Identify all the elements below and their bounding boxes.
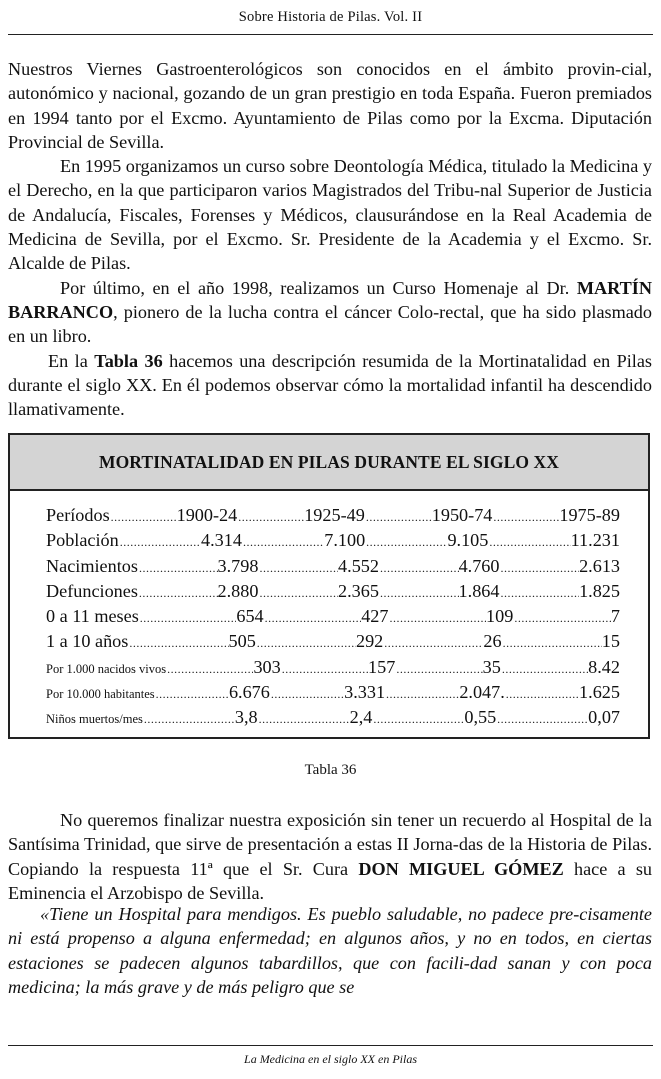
table-reference: Tabla 36 [94,350,163,371]
dot-leader [237,510,304,525]
row-value: 8.42 [588,656,620,677]
row-value: 0,55 [464,707,497,728]
dot-leader [258,712,350,727]
row-label: Nacimientos [46,555,138,576]
paragraph-3-start: Por último, en el año 1998, realizamos un Curso Homenaje al Dr. [60,277,570,298]
row-value: 292 [355,631,384,652]
row-value: 3.331 [344,682,386,703]
paragraph-5-end: hace a su Eminencia el Arzobispo de Sevilla. [8,858,653,903]
name-martin-barranco: MARTÍN BARRANCO [8,277,652,322]
row-value: 2.880 [217,580,259,601]
dot-leader [365,510,432,525]
dot-leader [385,687,459,702]
dot-leader [513,611,611,626]
dot-leader [502,636,602,651]
row-label: Períodos [46,505,110,525]
table-row [46,682,620,707]
dot-leader [242,535,324,550]
row-value: 157 [368,656,396,677]
row-value: 1900-24 [176,505,238,525]
row-value: 11.231 [570,530,620,551]
dot-leader [499,561,579,576]
dot-leader [383,636,483,651]
dot-leader [395,662,482,677]
quotation [8,902,652,1000]
row-value: 3,8 [234,707,258,728]
row-label: Por 10.000 habitantes [46,687,155,702]
paragraph-3-end: , pionero de la lucha contra el cáncer Colo-rectal, que ha sido plasmado en un libro. [8,301,652,347]
table-row [46,657,620,682]
dot-leader [365,535,447,550]
row-value: 4.314 [201,530,242,551]
row-value: 427 [361,606,389,627]
header-rule [8,34,653,35]
dot-leader [379,586,459,601]
dot-leader [258,586,338,601]
paragraph-3 [8,276,652,349]
table-row [46,707,620,732]
row-value: 3.798 [217,555,259,576]
paragraph-5-start: No queremos finalizar nuestra exposición sin tener un recuerdo al Hospital de la Santísima Trinidad, que sirve de presentación a estas II Jorna-das de la Historia de Pilas. Copiando la respuesta 11ª que el Sr. Cura [8,810,652,879]
row-label: Población [46,530,119,551]
dot-leader [138,586,218,601]
paragraph-5 [8,808,652,905]
closing-text [8,808,652,905]
table-body [10,491,648,733]
row-value: 4.552 [338,555,379,576]
row-value: 1.625 [579,682,620,703]
row-value: 303 [253,656,281,677]
row-value: 2.613 [579,555,620,576]
dot-leader [264,611,362,626]
row-label: 0 a 11 meses [46,606,139,627]
footer-rule [8,1045,653,1046]
table-row [46,505,620,530]
dot-leader [492,510,559,525]
dot-leader [110,510,177,525]
dot-leader [501,662,588,677]
dot-leader [496,712,588,727]
dot-leader [505,687,579,702]
dot-leader [119,535,201,550]
row-value: 2.365 [338,580,379,601]
dot-leader [128,636,228,651]
dot-leader [256,636,356,651]
row-value: 1950-74 [431,505,493,525]
dot-leader [166,662,253,677]
row-value: 26 [483,631,502,652]
row-label: Defunciones [46,580,138,601]
row-value: 654 [236,606,264,627]
row-value: 35 [482,656,501,677]
dot-leader [270,687,344,702]
dot-leader [488,535,570,550]
table-title: MORTINATALIDAD EN PILAS DURANTE EL SIGLO XX [10,435,648,491]
row-value: 1.864 [458,580,500,601]
row-value: 109 [486,606,514,627]
quotation-text: «Tiene un Hospital para mendigos. Es pueblo saludable, no padece pre-cisamente ni está propenso a alguna enfermedad; en algunos años, y no en todos, en ciertas estaciones se padecen algunos tabardillos, que con facili-dad sanan y con poca medicina; la más grave y de más peligro que se [8,904,652,998]
row-label: Por 1.000 nacidos vivos [46,661,167,676]
table-row [46,581,620,606]
paragraph-4-end: hacemos una descripción resumida de la Mortinatalidad en Pilas durante el siglo XX. En él podemos observar cómo la mortalidad infantil ha descendido llamativamente. [8,350,652,420]
row-label: 1 a 10 años [46,631,129,652]
row-value: 0,07 [588,707,620,728]
paragraph-2: En 1995 organizamos un curso sobre Deontología Médica, titulado la Medicina y el Derecho, en la que participaron varios Magistrados del Tribu-nal Superior de Justicia de Andalucía, Fiscales, Forenses y Médicos, clausurándose en la Real Academia de Medicina de Sevilla, por el Excmo. Sr. Presidente de la Academia y el Excmo. Sr. Alcalde de Pilas. [8,156,652,274]
row-value: 1.825 [579,580,620,601]
row-value: 7.100 [324,530,366,551]
row-value: 4.760 [458,555,500,576]
paragraph-4 [8,349,652,422]
dot-leader [372,712,464,727]
row-value: 1925-49 [304,505,365,525]
row-value: 9.105 [447,530,489,551]
row-value: 1975-89 [559,505,620,525]
paragraph-1: Nuestros Viernes Gastroenterológicos son conocidos en el ámbito provin-cial, autonómico y nacional, gozando de un gran prestigio en toda España. Fueron premiados en 1994 tanto por el Excmo. Ayuntamiento de Pilas como por la Excma. Diputación Provincial de Sevilla. [8,59,652,152]
row-value: 2.047. [459,682,505,703]
dot-leader [143,712,235,727]
row-value: 15 [601,631,620,652]
row-value: 2,4 [349,707,373,728]
name-don-miguel-gomez: DON MIGUEL GÓMEZ [358,858,564,879]
dot-leader [281,662,368,677]
table-row [46,631,620,656]
dot-leader [138,561,218,576]
row-value: 505 [228,631,256,652]
table-row [46,606,620,631]
dot-leader [155,687,229,702]
row-value: 7 [610,606,620,627]
dot-leader [499,586,579,601]
dot-leader [139,611,237,626]
dot-leader [379,561,459,576]
dot-leader [258,561,338,576]
table-caption: Tabla 36 [304,762,357,778]
row-label: Niños muertos/mes [46,712,143,727]
mortinatalidad-table [8,433,650,739]
table-row [46,530,620,555]
running-head: Sobre Historia de Pilas. Vol. II [238,9,423,25]
paragraph-4-start: En la [48,350,88,371]
table-row [46,556,620,581]
running-footer: La Medicina en el siglo XX en Pilas [244,1052,417,1066]
dot-leader [388,611,486,626]
intro-text [8,57,652,421]
row-value: 6.676 [228,682,270,703]
